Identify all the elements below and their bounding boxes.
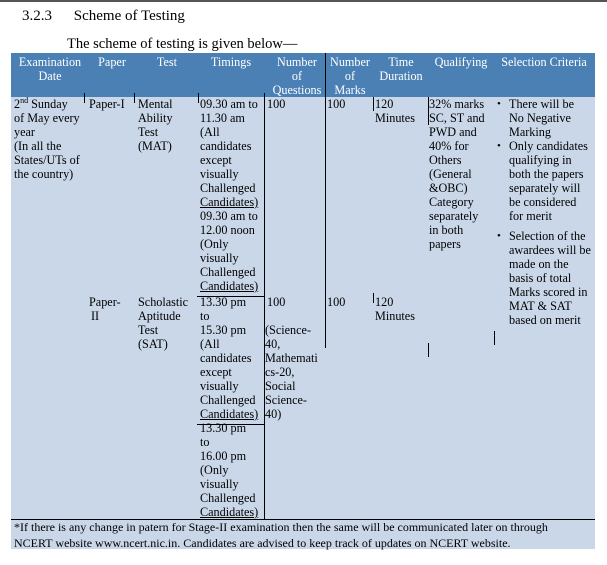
section-title: Scheme of Testing <box>73 8 185 24</box>
divider <box>325 53 326 348</box>
paper2-test: Scholastic Aptitude Test (SAT) <box>138 295 189 351</box>
header-exam-date: Examination Date <box>18 55 82 83</box>
divider <box>134 93 135 103</box>
divider <box>84 93 85 103</box>
selection-item: There will be No Negative Marking <box>509 97 574 139</box>
paper2-questions: 100 <box>267 295 286 309</box>
testing-scheme-table <box>11 53 595 549</box>
divider <box>373 97 374 111</box>
paper2-name: Paper- II <box>89 295 121 323</box>
paper1-duration: 120 Minutes <box>375 97 415 125</box>
paper1-test: Mental Ability Test (MAT) <box>138 97 173 153</box>
paper1-name: Paper-I <box>89 97 125 111</box>
paper1-questions: 100 <box>267 97 286 111</box>
paper2-questions-breakdown: (Science- 40, Mathemati cs-20, Social Science- 40) <box>265 323 318 421</box>
exam-date-cell: 2nd Sunday of May every year (In all the States/UTs of the country) <box>14 95 80 181</box>
section-heading <box>22 8 185 25</box>
top-rule <box>0 0 607 2</box>
paper1-timings: 09.30 am to 11.30 am (All candidates except visually Challenged Candidates) 09.30 am to 12.00 noon (Only visually Challenged Candidates) <box>200 97 259 293</box>
bullet-icon: • <box>497 140 501 152</box>
header-qualifying: Qualifying <box>434 55 488 69</box>
header-num-questions: Number of Questions <box>272 55 322 97</box>
selection-item: Selection of the awardees will be made on the basis of total Marks scored in MAT & SAT based on merit <box>509 229 591 327</box>
selection-item: Only candidates qualifying in both the papers separately will be considered for merit <box>509 139 588 223</box>
header-duration: Time Duration <box>379 55 423 83</box>
divider <box>198 93 199 103</box>
paper1-marks: 100 <box>327 97 346 111</box>
header-selection-criteria: Selection Criteria <box>501 55 587 69</box>
paper2-timings: 13.30 pm to 15.30 pm (All candidates except visually Challenged Candidates) 13.30 pm to 16.00 pm (Only visually Challenged Candidates) <box>200 295 259 519</box>
divider <box>264 93 265 519</box>
header-num-marks: Number of Marks <box>330 55 370 97</box>
paper2-marks: 100 <box>327 295 346 309</box>
header-paper: Paper <box>98 55 126 69</box>
footnote: *If there is any change in patern for Stage-II examination then the same will be communicated later on through NCERT website www.ncert.nic.in. Candidates are advised to keep track of updates on NCERT website. <box>14 520 548 550</box>
paper2-duration: 120 Minutes <box>375 295 415 323</box>
divider <box>373 293 374 303</box>
qualifying-cell: 32% marks SC, ST and PWD and 40% for Others (General &OBC) Category separately in both papers <box>429 97 485 251</box>
intro-text: The scheme of testing is given below— <box>67 36 298 52</box>
bullet-icon: • <box>497 98 501 110</box>
header-timings: Timings <box>210 55 252 69</box>
bullet-icon: • <box>497 230 501 242</box>
divider <box>494 331 495 345</box>
section-number: 3.2.3 <box>22 8 52 24</box>
divider <box>428 343 429 357</box>
table-header <box>11 53 595 97</box>
header-test: Test <box>156 55 178 69</box>
